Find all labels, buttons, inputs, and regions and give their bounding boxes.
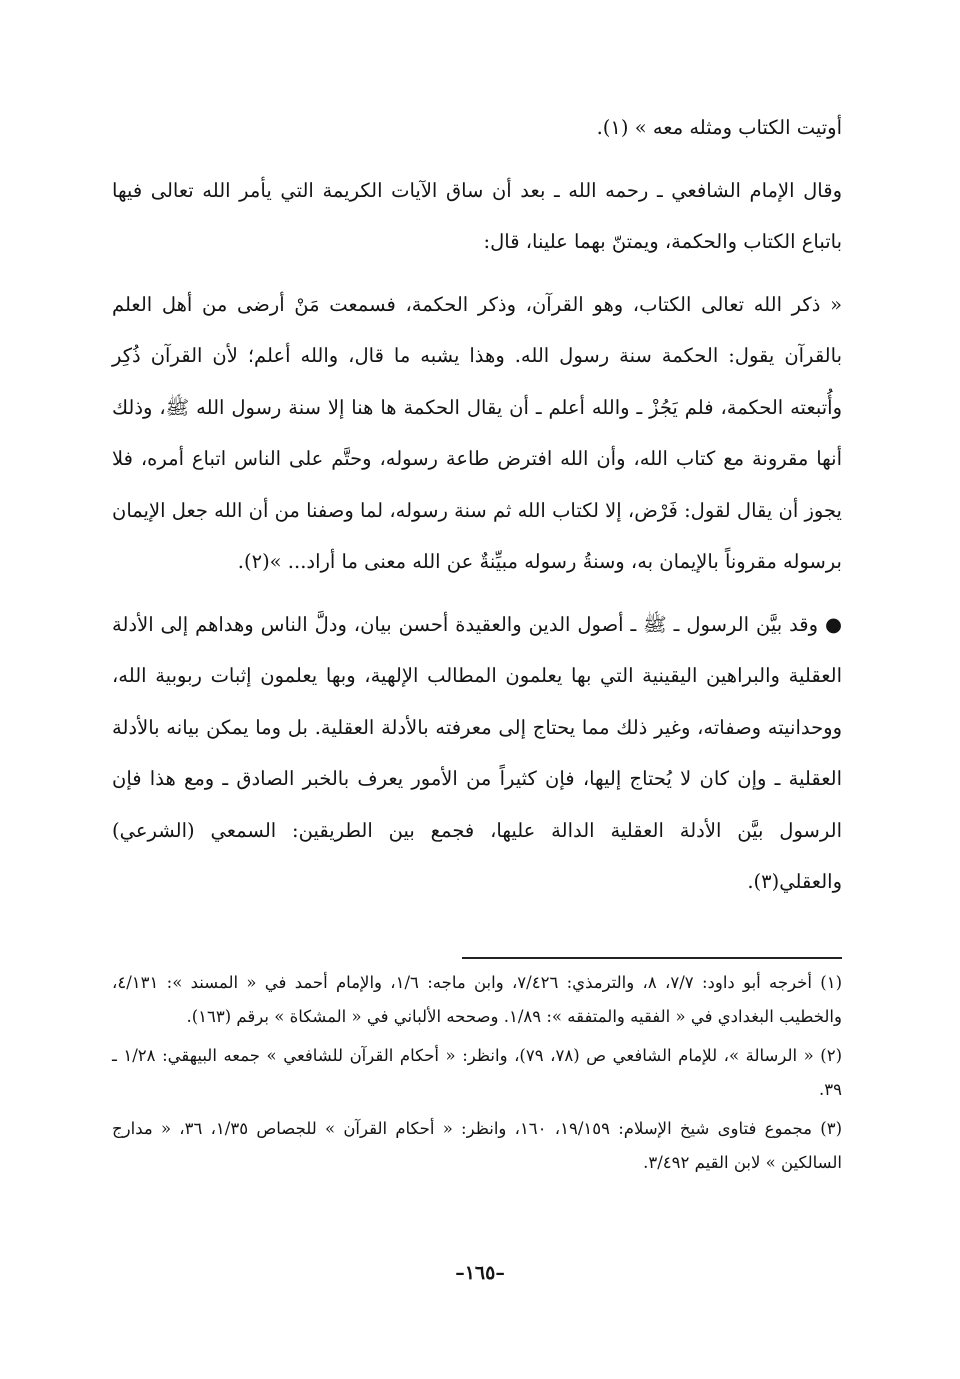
footnote-1: (١) أخرجه أبو داود: ٧/٧، ٨، والترمذي: ٧/٤٢٦، وابن ماجه: ١/٦، والإمام أحمد في « المسند »: ٤/١٣١، والخطيب البغدادي في « الفقيه والمتفقه »: ١/٨٩. وصححه الألباني في « المشكاة » برقم (١٦٣). <box>112 973 843 1026</box>
paragraph-shafii-quote: « ذكر الله تعالى الكتاب، وهو القرآن، وذكر الحكمة، فسمعت مَنْ أرضى من أهل العلم بالقرآن يقول: الحكمة سنة رسول الله. وهذا يشبه ما قال، والله أعلم؛ لأن القرآن ذُكِر وأُتبعته الحكمة، فلم يَجُزْ ـ والله أعلم ـ أن يقال الحكمة ها هنا إلا سنة رسول الله ﷺ، وذلك أنها مقرونة مع كتاب الله، وأن الله افترض طاعة رسوله، وحتَّم على الناس اتباع أمره، فلا يجوز أن يقال لقول: فَرْض، إلا لكتاب الله ثم سنة رسوله، لما وصفنا من أن الله جعل الإيمان برسوله مقروناً بالإيمان به، وسنةُ رسوله مبيِّنةٌ عن الله معنى ما أراد... »(٢). <box>112 292 842 573</box>
footnotes <box>112 966 842 1185</box>
footnote-2: (٢) « الرسالة »، للإمام الشافعي ص (٧٨، ٧٩)، وانظر: « أحكام القرآن للشافعي » جمعه البيهقي: ١/٢٨ ـ ٣٩. <box>112 1046 842 1099</box>
paragraph-rasul-evidence: ● وقد بيَّن الرسول ـ ﷺ ـ أصول الدين والعقيدة أحسن بيان، ودلَّ الناس وهداهم إلى الأدلة العقلية والبراهين اليقينية التي بها يعلمون المطالب الإلهية، وبها يعلمون إثبات ربوبية الله، ووحدانيته وصفاته، وغير ذلك مما يحتاج إلى معرفته بالأدلة العقلية. بل وما يمكن بيانه بالأدلة العقلية ـ وإن كان لا يُحتاج إليها، فإن كثيراً من الأمور يعرف بالخبر الصادق ـ ومع هذا فإن الرسول بيَّن الأدلة العقلية الدالة عليها، فجمع بين الطريقين: السمعي (الشرعي) والعقلي(٣). <box>112 612 842 893</box>
footnote-divider <box>462 957 842 959</box>
main-text <box>112 102 842 919</box>
paragraph-continuation: أوتيت الكتاب ومثله معه » (١). <box>596 116 842 139</box>
paragraph-shafii-intro: وقال الإمام الشافعي ـ رحمه الله ـ بعد أن ساق الآيات الكريمة التي يأمر الله تعالى فيها باتباع الكتاب والحكمة، ويمتنّ بهما علينا، قال: <box>112 178 842 253</box>
footnote-3: (٣) مجموع فتاوى شيخ الإسلام: ١٩/١٥٩، ١٦٠، وانظر: « أحكام القرآن » للجصاص ١/٣٥، ٣٦، « مدارج السالكين » لابن القيم ٣/٤٩٢. <box>112 1119 842 1172</box>
page-number: –١٦٥– <box>455 1262 505 1284</box>
